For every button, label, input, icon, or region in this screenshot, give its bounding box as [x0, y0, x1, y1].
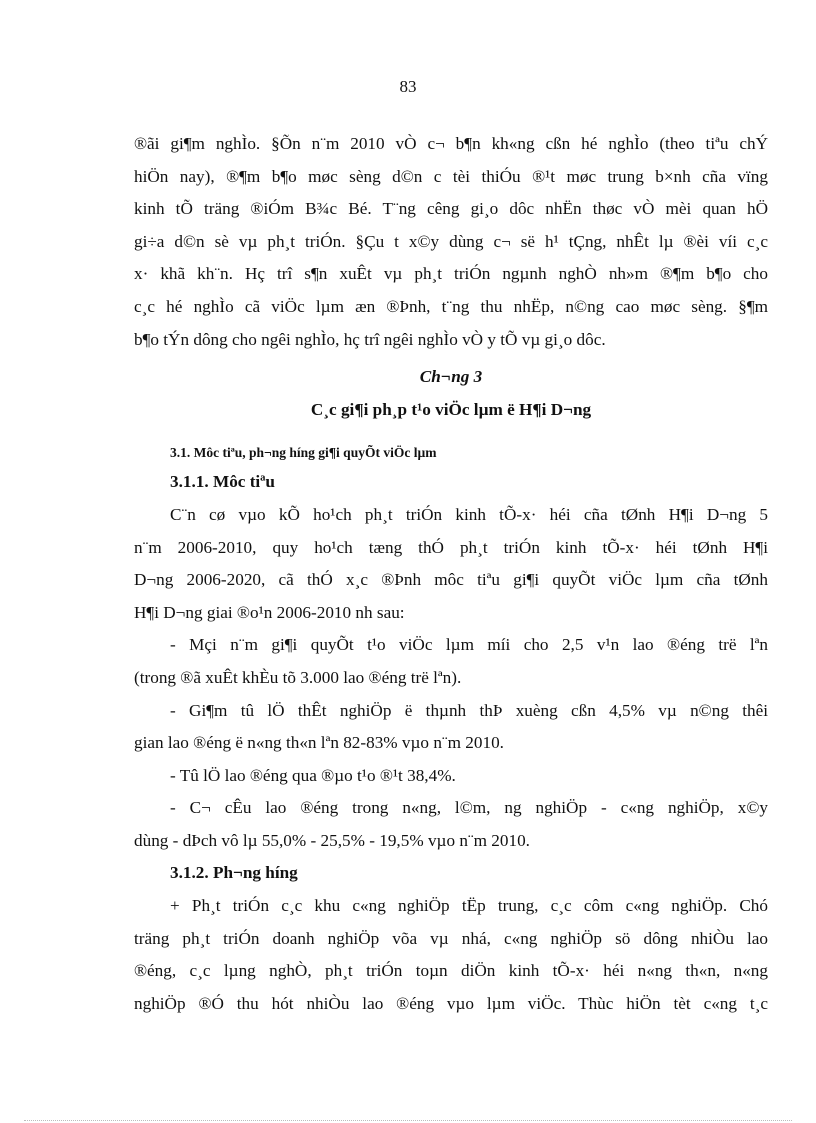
text-line: c¸c hé nghÌo cã viÖc lµm æn ®Þnh, t¨ng thu nhËp, n©ng cao møc sèng. §¶m [134, 296, 768, 316]
text-line: kinh tÕ träng ®iÓm B¾c Bé. T¨ng cêng gi¸o dôc nhËn thøc vÒ mèi quan hÖ [134, 199, 768, 219]
page-bottom-divider [24, 1120, 792, 1121]
text-line: (trong ®ã xuÊt khÈu tõ 3.000 lao ®éng trë lªn). [134, 667, 462, 687]
text-line: H¶i D¬ng giai ®o¹n 2006-2010 nh sau: [134, 602, 405, 622]
text-line: x· khã kh¨n. Hç trî s¶n xuÊt vµ ph¸t triÓn ngµnh nghÒ nh»m ®¶m b¶o cho [134, 264, 768, 284]
bullet-item [134, 760, 768, 793]
text-line: träng ph¸t triÓn doanh nghiÖp võa vµ nhá, c«ng nghiÖp sö dông nhiÒu lao [134, 928, 768, 948]
text-line: n¨m 2006-2010, quy ho¹ch tæng thÓ ph¸t triÓn kinh tÕ-x· héi tØnh H¶i [134, 537, 768, 557]
bullet-item [134, 792, 768, 857]
text-line: b¶o tÝn dông cho ngêi nghÌo, hç trî ngêi nghÌo vÒ y tÕ vµ gi¸o dôc. [134, 329, 606, 349]
text-line: ®éng, c¸c lµng nghÒ, ph¸t triÓn toµn diÖn kinh tÕ-x· héi n«ng th«n, n«ng [134, 961, 768, 981]
paragraph-direction [134, 890, 768, 1020]
document-body [134, 128, 768, 1020]
text-line: nghiÖp ®Ó thu hót nhiÒu lao ®éng vµo lµm viÖc. Thùc hiÖn tèt c«ng t¸c [134, 993, 768, 1013]
text-line: - Tû lÖ lao ®éng qua ®µo t¹o ®¹t 38,4%. [170, 765, 456, 785]
text-line: gian lao ®éng ë n«ng th«n lªn 82-83% vµo n¨m 2010. [134, 733, 504, 753]
text-line: - Mçi n¨m gi¶i quyÕt t¹o viÖc lµm míi cho 2,5 v¹n lao ®éng trë lªn [170, 635, 768, 655]
subsection-heading-goals: 3.1.1. Môc tiªu [170, 472, 275, 492]
text-line: hiÖn nay), ®¶m b¶o møc sèng d©n c tèi thiÓu ®¹t møc trung b×nh cña vïng [134, 166, 768, 186]
paragraph-intro [134, 128, 768, 356]
bullet-item [134, 695, 768, 760]
section-heading: 3.1. Môc tiªu, ph¬ng híng gi¶i quyÕt viÖc lµm [170, 445, 437, 461]
text-line: D¬ng 2006-2020, cã thÓ x¸c ®Þnh môc tiªu gi¶i quyÕt viÖc lµm cña tØnh [134, 570, 768, 590]
subsection-heading-direction: 3.1.2. Ph¬ng híng [170, 863, 298, 883]
text-line: ®ãi gi¶m nghÌo. §Õn n¨m 2010 vÒ c¬ b¶n kh«ng cßn hé nghÌo (theo tiªu chÝ [134, 134, 768, 153]
chapter-title: C¸c gi¶i ph¸p t¹o viÖc lµm ë H¶i D¬ng [310, 399, 592, 419]
text-line: - C¬ cÊu lao ®éng trong n«ng, l©m, ng nghiÖp - c«ng nghiÖp, x©y [170, 798, 768, 818]
text-line: + Ph¸t triÓn c¸c khu c«ng nghiÖp tËp trung, c¸c côm c«ng nghiÖp. Chó [170, 896, 768, 916]
text-line: gi÷a d©n sè vµ ph¸t triÓn. §Çu t x©y dùng c¬ së h¹ tÇng, nhÊt lµ ®èi víi c¸c [134, 231, 768, 251]
paragraph-basis [134, 499, 768, 629]
text-line: dùng - dÞch vô lµ 55,0% - 25,5% - 19,5% vµo n¨m 2010. [134, 830, 530, 850]
chapter-label: Ch¬ng 3 [419, 367, 483, 387]
text-line: - Gi¶m tû lÖ thÊt nghiÖp ë thµnh thÞ xuèng cßn 4,5% vµ n©ng thêi [170, 700, 768, 720]
text-line: C¨n cø vµo kÕ ho¹ch ph¸t triÓn kinh tÕ-x· héi cña tØnh H¶i D¬ng 5 [170, 504, 768, 524]
bullet-item [134, 629, 768, 694]
page-number: 83 [399, 77, 417, 96]
